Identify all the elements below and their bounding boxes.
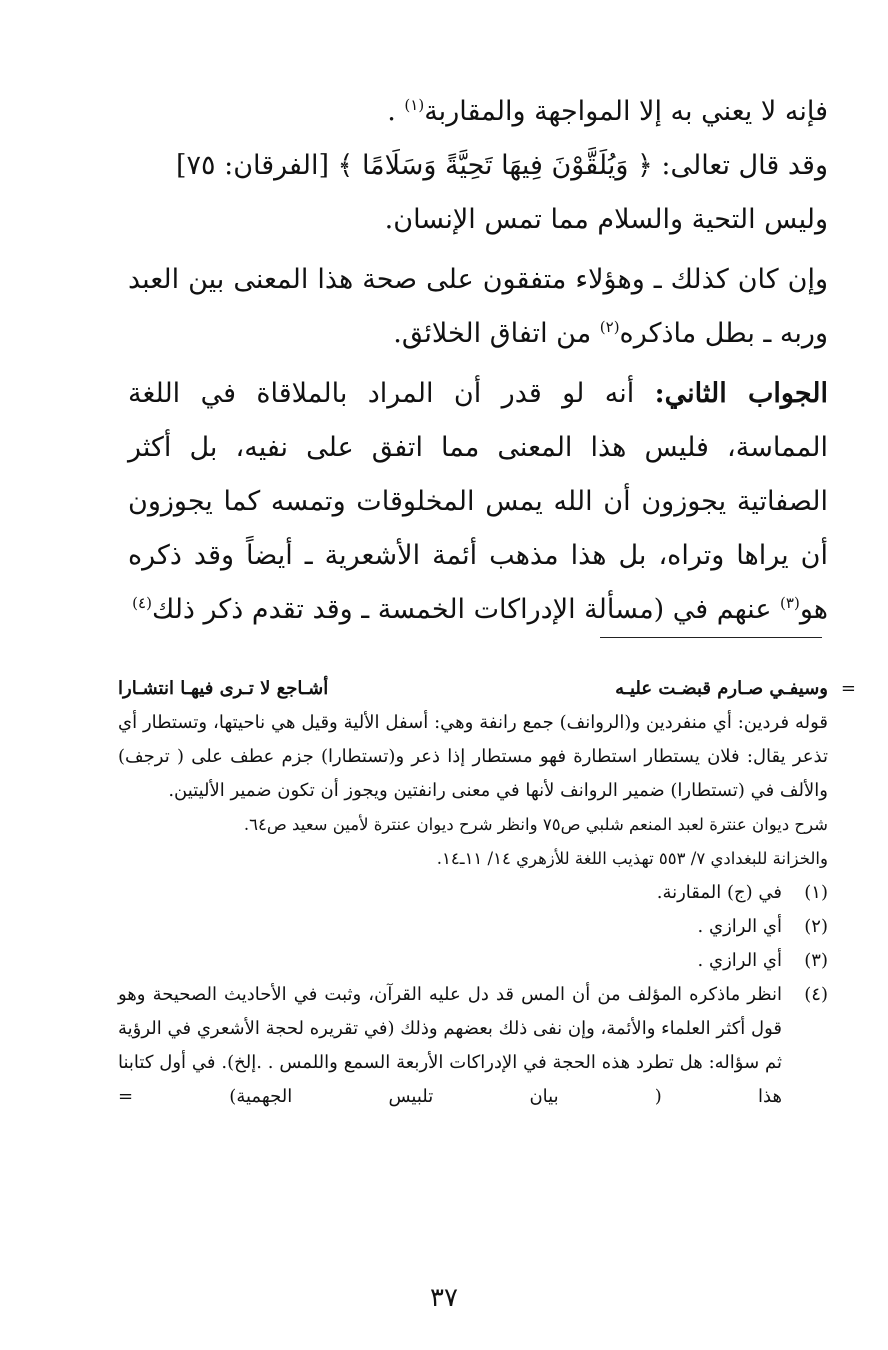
main-line-3: وليس التحية والسلام مما تمس الإنسان. (384, 204, 828, 235)
second-answer-heading: الجواب الثاني: (654, 378, 828, 409)
continuation-mark: = (840, 678, 856, 699)
footnote-4 (118, 978, 828, 1114)
quran-quote-line: وقد قال تعالى: ﴿ وَيُلَقَّوْنَ فِيهَا تَحِيَّةً وَسَلَامًا ﴾ [الفرقان: ٧٥] (175, 150, 828, 181)
footnote-text: في (ج) المقارنة. (656, 882, 782, 903)
main-text (128, 85, 828, 637)
paragraph-2: وإن كان كذلك ـ وهؤلاء متفقون على صحة هذا المعنى بين العبد وربه ـ بطل ماذكره$^{(٢)}$ من اتفاق الخلائق. (128, 264, 828, 349)
footnote-1 (118, 876, 828, 910)
verse-hemistich-1: وسيفـي صـارم قبضـت عليـه (615, 678, 828, 699)
footnote-2 (118, 910, 828, 944)
footnote-divider (600, 637, 822, 638)
poetry-verse (118, 672, 828, 706)
footnote-number: (٤) (804, 984, 828, 1005)
footnote-ref-4: (٤) (132, 594, 152, 612)
page-number: ٣٧ (430, 1283, 458, 1313)
verse-hemistich-2: أشـاجع لا تـرى فيهـا انتشـارا (118, 678, 329, 699)
footnote-ref-1: (١) (404, 96, 425, 114)
verse-gloss: قوله فردين: أي منفردين و(الروانف) جمع رانفة وهي: أسفل الألية وقيل هي ناحيتها، وتستطار أي تذعر يقال: فلان يستطار استطارة فهو مستطار إذا ذعر و(تستطارا) جزم عطف على ( ترجف) والألف في (تستطارا) ضمير الروانف لأنها في معنى رانفتين ويجوز أن تكون ضمير الأليتين. (118, 712, 828, 801)
continued-note (118, 672, 856, 876)
footnote-text: انظر ماذكره المؤلف من أن المس قد دل عليه القرآن، وثبت في الأحاديث الصحيحة وهو قول أكثر العلماء والأئمة، وإن نفى ذلك بعضهم وذلك (في تقريره لحجة الأشعري في الرؤية ثم سؤاله: هل تطرد هذه الحجة في الإدراكات الأربعة السمع واللمس . .إلخ). في أول كتابنا هذا ( بيان تلبيس الجهمية) = (118, 984, 782, 1107)
source-citation-2: والخزانة للبغدادي ٧/ ٥٥٣ تهذيب اللغة للأزهري ١٤/ ١١ـ١٤. (436, 849, 828, 868)
footnote-number: (٣) (804, 950, 828, 971)
footnote-ref-2: (٢) (599, 318, 620, 336)
main-line-1: فإنه لا يعني به إلا المواجهة والمقاربة$^{(١)}$ . (387, 96, 828, 127)
footnote-number: (٢) (804, 916, 828, 937)
footnote-3 (118, 944, 828, 978)
footnotes-section (118, 672, 856, 1114)
footnote-text: أي الرازي . (697, 950, 782, 971)
source-citation-1: شرح ديوان عنترة لعبد المنعم شلبي ص٧٥ وانظر شرح ديوان عنترة لأمين سعيد ص٦٤. (243, 815, 828, 834)
footnote-number: (١) (804, 882, 828, 903)
footnote-ref-3: (٣) (780, 594, 800, 612)
paragraph-3: الجواب الثاني: أنه لو قدر أن المراد بالملاقاة في اللغة المماسة، فليس هذا المعنى مما اتفق على نفيه، بل أكثر الصفاتية يجوزون أن الله يمس المخلوقات وتمسه كما يجوزون أن يراها وتراه، بل هذا مذهب أئمة الأشعرية ـ أيضاً وقد ذكره هو$^{(٣)}$ عنهم في (مسألة الإدراكات الخمسة ـ وقد تقدم ذكر ذلك$^{(٤)}$ (128, 378, 828, 625)
footnote-text: أي الرازي . (697, 916, 782, 937)
